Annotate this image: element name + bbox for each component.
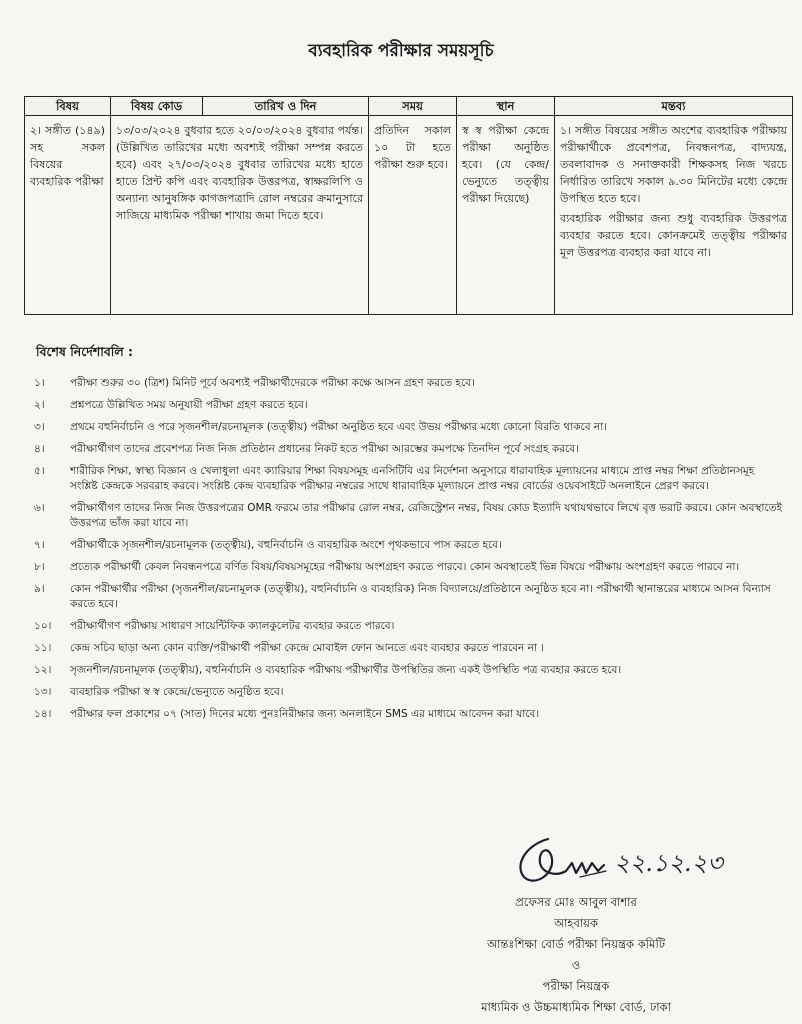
signer-conjunction: ও [571,958,581,972]
list-item [34,663,782,678]
note-text: সৃজনশীল/রচনামূলক (তত্ত্বীয়), বহুনির্বাচনি ও ব্যবহারিক পরীক্ষায় পরীক্ষার্থীর উপস্থিতির জন্য একই উপস্থিতি পত্র ব্যবহার করতে হবে। [70,664,622,676]
note-text: কেন্দ্র সচিব ছাড়া অন্য কোন ব্যক্তি/পরীক্ষার্থী পরীক্ষা কেন্দ্রে মোবাইল ফোন আনতে এবং ব্যবহার করতে পারবেন না । [70,642,545,654]
note-text: কোন পরীক্ষার্থীর পরীক্ষা (সৃজনশীল/রচনামূলক (তত্ত্বীয়), বহুনির্বাচনি ও ব্যবহারিক) নিজ বিদ্যালয়ে/প্রতিষ্ঠানে অনুষ্ঠিত হবে না। পরীক্ষার্থী স্থানান্তরের মাধ্যমে আসন বিন্যাস করতে হবে। [70,583,771,610]
signer-name: প্রফেসর মোঃ আবুল বাশার [515,895,637,909]
note-text: প্রশ্নপত্রে উল্লিখিত সময় অনুযায়ী পরীক্ষা গ্রহণ করতে হবে। [70,399,308,411]
notes-list [34,376,782,729]
signer-block [396,892,756,1018]
note-text: পরীক্ষা শুরুর ৩০ (ত্রিশ) মিনিট পূর্বে অবশ্যই পরীক্ষার্থীদেরকে পরীক্ষা কক্ষে আসন গ্রহণ করতে হবে। [70,377,475,389]
list-item [34,398,782,413]
list-item [34,538,782,553]
list-item [34,707,782,722]
note-number: ৩। [34,421,45,433]
list-item [34,560,782,575]
cell-remarks [555,116,793,315]
note-text: প্রত্যেক পরীক্ষার্থী কেবল নিবন্ধনপত্রে বর্ণিত বিষয়/বিষয়সমূহের পরীক্ষায় অংশগ্রহণ করতে পারবে। কোন অবস্থাতেই ভিন্ন বিষয়ে পরীক্ষায় অংশগ্রহণ করতে পারবে না। [70,561,740,573]
schedule-table [24,96,793,315]
list-item [34,641,782,656]
notes-heading: বিশেষ নির্দেশাবলি : [36,344,134,359]
note-number: ৬। [34,502,45,514]
note-number: ১৪। [34,708,52,720]
note-number: ১২। [34,664,52,676]
signer-role: আহবায়ক [553,916,598,930]
remarks-part-2: ব্যবহারিক পরীক্ষার জন্য শুধু ব্যবহারিক উত্তরপত্র ব্যবহার করতে হবে। কোনক্রমেই তত্ত্বীয় পরীক্ষার মূল উত্তরপত্র ব্যবহার করা যাবে না। [560,212,787,259]
signer-board: মাধ্যমিক ও উচ্চমাধ্যমিক শিক্ষা বোর্ড, ঢাকা [481,1000,671,1014]
list-item [34,685,782,700]
note-number: ১১। [34,642,52,654]
header-time: সময় [369,97,457,116]
handwritten-signature [430,815,750,895]
note-number: ৯। [34,583,45,595]
list-item [34,376,782,391]
note-number: ১৩। [34,686,52,698]
signature-date: ২২.১২.২৩ [614,849,723,877]
list-item [34,501,782,531]
note-text: পরীক্ষার্থীকে সৃজনশীল/রচনামূলক (তত্ত্বীয়), বহুনির্বাচনি ও ব্যবহারিক অংশে পৃথকভাবে পাস করতে হবে। [70,539,502,551]
note-text: পরীক্ষার্থীগণ তাদের প্রবেশপত্র নিজ নিজ প্রতিষ্ঠান প্রধানের নিকট হতে পরীক্ষা আরম্ভের কমপক্ষে তিনদিন পূর্বে সংগ্রহ করবে। [70,443,579,455]
cell-subject: ২। সঙ্গীত (১৪৯) সহ সকল বিষয়ের ব্যবহারিক পরীক্ষা [25,116,111,315]
signer-title: পরীক্ষা নিয়ন্ত্রক [542,979,610,993]
table-header-row [25,97,793,116]
note-number: ৪। [34,443,45,455]
table-row [25,116,793,315]
signature-drawing [430,815,750,895]
note-text: পরীক্ষার্থীগণ তাদের নিজ নিজ উত্তরপত্রের OMR ফরমে তার পরীক্ষার রোল নম্বর, রেজিস্ট্রেশন নম্বর, বিষয় কোড ইত্যাদি যথাযথভাবে লিখে বৃত্ত ভরাট করবে। কোন অবস্থাতেই উত্তরপত্র ভাঁজ করা যাবে না। [70,502,782,529]
note-number: ২। [34,399,45,411]
note-number: ৮। [34,561,45,573]
note-text: ব্যবহারিক পরীক্ষা স্ব স্ব কেন্দ্রে/ভেন্যুতে অনুষ্ঠিত হবে। [70,686,284,698]
signer-committee: আন্তঃশিক্ষা বোর্ড পরীক্ষা নিয়ন্ত্রক কমিটি [486,937,666,951]
cell-date: ১৩/০৩/২০২৪ বুধবার হতে ২০/০৩/২০২৪ বুধবার পর্যন্ত। (উল্লিখিত তারিখের মধ্যে অবশ্যই পরীক্ষা সম্পন্ন করতে হবে) এবং ২৭/০৩/২০২৪ বুধবার তারিখের মধ্যে হাতে হাতে প্রিন্ট কপি এবং ব্যবহারিক উত্তরপত্র, স্বাক্ষরলিপি ও অন্যান্য আনুষঙ্গিক কাগজপত্রাদি রোল নম্বরের ক্রমানুসারে সাজিয়ে মাধ্যমিক পরীক্ষা শাখায় জমা দিতে হবে। [111,116,369,315]
list-item [34,420,782,435]
note-text: পরীক্ষার ফল প্রকাশের ০৭ (সাত) দিনের মধ্যে পুনঃনিরীক্ষার জন্য অনলাইনে SMS এর মাধ্যমে আবেদন করা যাবে। [70,708,540,720]
list-item [34,442,782,457]
list-item [34,582,782,612]
cell-time: প্রতিদিন সকাল ১০ টা হতে পরীক্ষা শুরু হবে। [369,116,457,315]
note-number: ৫। [34,465,45,477]
note-text: শারীরিক শিক্ষা, স্বাস্থ্য বিজ্ঞান ও খেলাধুলা এবং ক্যারিয়ার শিক্ষা বিষয়সমূহ এনসিটিবি এর নির্দেশনা অনুসারে ধারাবাহিক মূল্যায়নের মাধ্যমে প্রাপ্ত নম্বর শিক্ষা প্রতিষ্ঠানসমূহ সংশ্লিষ্ট কেন্দ্রকে সরবরাহ করবে। সংশ্লিষ্ট কেন্দ্র ব্যবহারিক পরীক্ষার নম্বরের সাথে ধারাবাহিক মূল্যায়নে প্রাপ্ত নম্বর বোর্ডের ওয়েবসাইটে অনলাইনে প্রেরণ করবে। [70,465,755,492]
header-place: স্থান [457,97,555,116]
header-date: তারিখ ও দিন [203,97,369,116]
header-remarks: মন্তব্য [555,97,793,116]
list-item [34,619,782,634]
note-number: ১০। [34,620,52,632]
note-text: পরীক্ষার্থীগণ পরীক্ষায় সাধারণ সায়েন্টিফিক ক্যালকুলেটর ব্যবহার করতে পারবে। [70,620,395,632]
list-item [34,464,782,494]
remarks-part-1: ১। সঙ্গীত বিষয়ের সঙ্গীত অংশের ব্যবহারিক পরীক্ষায় পরীক্ষার্থীকে প্রবেশপত্র, নিবন্ধনপত্র, বাদ্যযন্ত্র, তবলাবাদক ও সনাক্তকারী শিক্ষকসহ নিজ খরচে নির্ধারিত তারিখে সকাল ৯.৩০ মিনিটের মধ্যে কেন্দ্রে উপস্থিত হতে হবে। [560,124,787,205]
header-subject: বিষয় [25,97,111,116]
note-text: প্রথমে বহুনির্বাচনি ও পরে সৃজনশীল/রচনামূলক (তত্ত্বীয়) পরীক্ষা অনুষ্ঠিত হবে এবং উভয় পরীক্ষার মধ্যে কোনো বিরতি থাকবে না। [70,421,608,433]
note-number: ১। [34,377,45,389]
cell-place: স্ব স্ব পরীক্ষা কেন্দ্রে পরীক্ষা অনুষ্ঠিত হবে। (যে কেন্দ্র/ ভেন্যুতে তত্ত্বীয় পরীক্ষা দিয়েছে) [457,116,555,315]
document-title: ব্যবহারিক পরীক্ষার সময়সূচি [308,41,494,61]
note-number: ৭। [34,539,45,551]
header-code: বিষয় কোড [111,97,203,116]
